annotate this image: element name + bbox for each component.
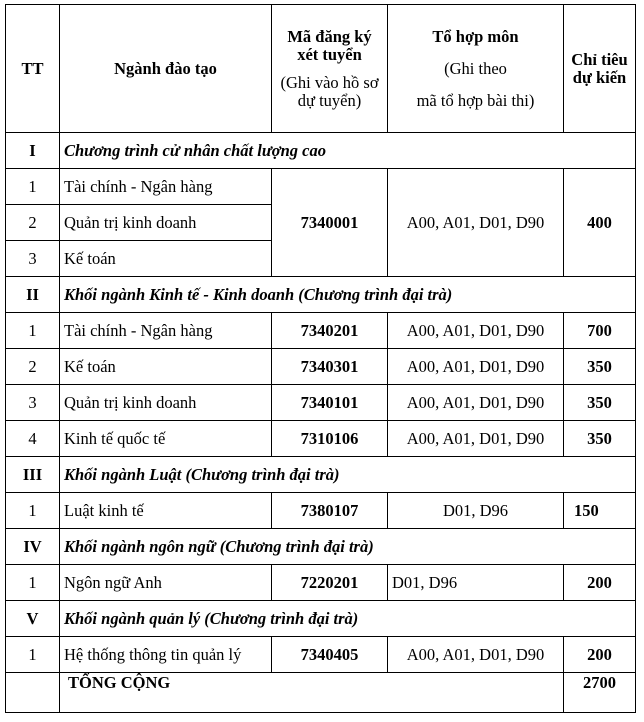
section-title: Khối ngành ngôn ngữ (Chương trình đại trà)	[60, 529, 636, 565]
table-row	[6, 349, 636, 385]
row-combination: A00, A01, D01, D90	[388, 637, 564, 673]
section-roman: II	[6, 277, 60, 313]
section-roman: V	[6, 601, 60, 637]
row-combination: D01, D96	[388, 565, 564, 601]
section-roman: III	[6, 457, 60, 493]
row-quota: 350	[564, 385, 636, 421]
row-quota: 150	[564, 493, 636, 529]
row-number: 1	[6, 637, 60, 673]
header-gap	[392, 78, 559, 92]
row-code: 7340201	[272, 313, 388, 349]
row-major: Tài chính - Ngân hàng	[60, 313, 272, 349]
section-title: Khối ngành quản lý (Chương trình đại trà)	[60, 601, 636, 637]
table-row	[6, 313, 636, 349]
section-title: Chương trình cử nhân chất lượng cao	[60, 133, 636, 169]
row-major: Kế toán	[60, 241, 272, 277]
row-combination: A00, A01, D01, D90	[388, 349, 564, 385]
table-row	[6, 385, 636, 421]
row-number: 1	[6, 565, 60, 601]
section-row-ii	[6, 277, 636, 313]
header-combination	[388, 5, 564, 133]
row-code: 7340405	[272, 637, 388, 673]
row-code: 7340101	[272, 385, 388, 421]
row-major: Quản trị kinh doanh	[60, 205, 272, 241]
admission-quota-table	[5, 4, 636, 713]
section-title: Khối ngành Luật (Chương trình đại trà)	[60, 457, 636, 493]
row-combination: A00, A01, D01, D90	[388, 385, 564, 421]
row-major: Quản trị kinh doanh	[60, 385, 272, 421]
table-row	[6, 493, 636, 529]
row-code: 7380107	[272, 493, 388, 529]
table-row	[6, 565, 636, 601]
row-quota: 200	[564, 565, 636, 601]
row-major: Ngôn ngữ Anh	[60, 565, 272, 601]
header-code	[272, 5, 388, 133]
row-number: 2	[6, 205, 60, 241]
total-row	[6, 673, 636, 713]
section-title: Khối ngành Kinh tế - Kinh doanh (Chương trình đại trà)	[60, 277, 636, 313]
section-row-iii	[6, 457, 636, 493]
row-major: Tài chính - Ngân hàng	[60, 169, 272, 205]
total-quota: 2700	[564, 673, 636, 713]
header-code-title: Mã đăng ký xét tuyển	[287, 26, 372, 64]
section-roman: I	[6, 133, 60, 169]
row-quota: 200	[564, 637, 636, 673]
row-number: 2	[6, 349, 60, 385]
section-roman: IV	[6, 529, 60, 565]
row-major: Hệ thống thông tin quản lý	[60, 637, 272, 673]
header-quota: Chỉ tiêu dự kiến	[564, 5, 636, 133]
table-row	[6, 421, 636, 457]
row-quota: 700	[564, 313, 636, 349]
row-major: Kinh tế quốc tế	[60, 421, 272, 457]
row-number: 1	[6, 493, 60, 529]
row-major: Luật kinh tế	[60, 493, 272, 529]
row-combination: A00, A01, D01, D90	[388, 313, 564, 349]
row-number: 1	[6, 313, 60, 349]
row-combination: A00, A01, D01, D90	[388, 169, 564, 277]
row-number: 1	[6, 169, 60, 205]
header-major: Ngành đào tạo	[60, 5, 272, 133]
table-row	[6, 637, 636, 673]
row-number: 3	[6, 385, 60, 421]
header-combination-note-2: mã tổ hợp bài thi)	[416, 90, 535, 110]
header-combination-note-1: (Ghi theo	[444, 58, 507, 78]
row-quota: 350	[564, 421, 636, 457]
row-quota: 350	[564, 349, 636, 385]
section-row-i	[6, 133, 636, 169]
header-combination-title: Tổ hợp môn	[432, 26, 519, 46]
section-row-v	[6, 601, 636, 637]
row-quota: 400	[564, 169, 636, 277]
header-code-note: (Ghi vào hồ sơ dự tuyển)	[280, 72, 379, 110]
section-row-iv	[6, 529, 636, 565]
row-major: Kế toán	[60, 349, 272, 385]
row-number: 4	[6, 421, 60, 457]
row-combination: A00, A01, D01, D90	[388, 421, 564, 457]
row-code: 7310106	[272, 421, 388, 457]
row-code: 7340301	[272, 349, 388, 385]
row-combination: D01, D96	[388, 493, 564, 529]
header-tt: TT	[6, 5, 60, 133]
header-gap	[392, 46, 559, 60]
row-code: 7220201	[272, 565, 388, 601]
row-number: 3	[6, 241, 60, 277]
total-empty-cell	[6, 673, 60, 713]
table-header-row	[6, 5, 636, 133]
total-label: TỔNG CỘNG	[60, 673, 564, 713]
row-code: 7340001	[272, 169, 388, 277]
table-row	[6, 169, 636, 205]
